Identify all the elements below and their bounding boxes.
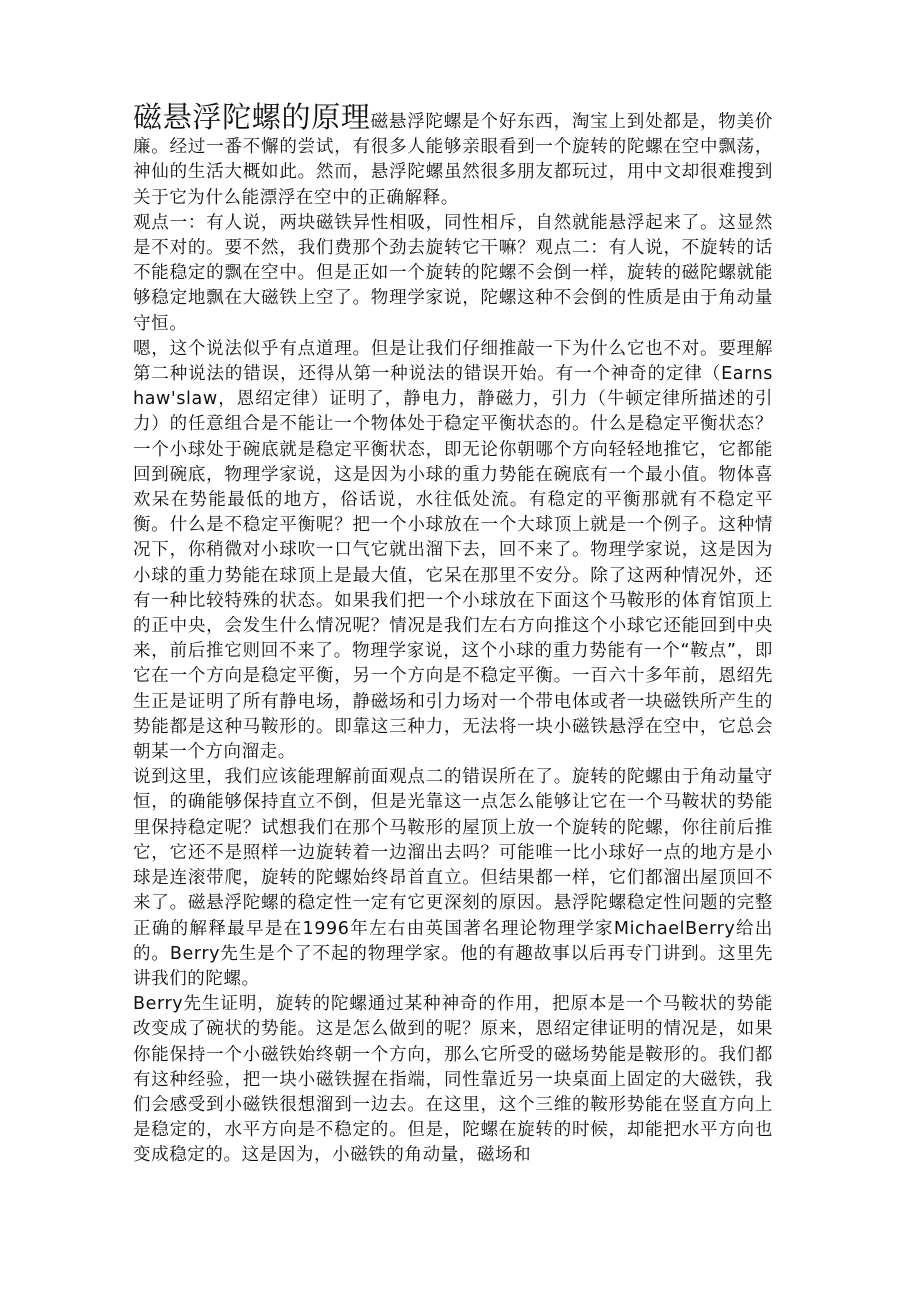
paragraph-4: 说到这里，我们应该能理解前面观点二的错误所在了。旋转的陀螺由于角动量守恒，的确能够保持直立不倒，但是光靠这一点怎么能够让它在一个马鞍状的势能里保持稳定呢？试想我们在那个马鞍形的屋顶上放一个旋转的陀螺，你往前后推它，它还不是照样一边旋转着一边溜出去吗？可能唯一比小球好一点的地方是小球是连滚带爬，旋转的陀螺始终昂首直立。但结果都一样，它们都溜出屋顶回不来了。磁悬浮陀螺的稳定性一定有它更深刻的原因。悬浮陀螺稳定性问题的完整正确的解释最早是在1996年左右由英国著名理论物理学家MichaelBerry给出的。Berry先生是个了不起的物理学家。他的有趣故事以后再专门讲到。这里先讲我们的陀螺。 bbox=[133, 767, 773, 989]
paragraph-2: 观点一：有人说，两块磁铁异性相吸，同性相斥，自然就能悬浮起来了。这显然是不对的。要不然，我们费那个劲去旋转它干嘛？观点二：有人说，不旋转的话不能稳定的飘在空中。但是正如一个旋转的陀螺不会倒一样，旋转的磁陀螺就能够稳定地飘在大磁铁上空了。物理学家说，陀螺这种不会倒的性质是由于角动量守恒。 bbox=[133, 212, 773, 334]
paragraph-5: Berry先生证明，旋转的陀螺通过某种神奇的作用，把原本是一个马鞍状的势能改变成了碗状的势能。这是怎么做到的呢？原来，恩绍定律证明的情况是，如果你能保持一个小磁铁始终朝一个方向，那么它所受的磁场势能是鞍形的。我们都有这种经验，把一块小磁铁握在指端，同性靠近另一块桌面上固定的大磁铁，我们会感受到小磁铁很想溜到一边去。在这里，这个三维的鞍形势能在竖直方向上是稳定的，水平方向是不稳定的。但是，陀螺在旋转的时候，却能把水平方向也变成稳定的。这是因为，小磁铁的角动量，磁场和 bbox=[133, 994, 773, 1166]
paragraph-1 bbox=[133, 102, 773, 211]
document-title: 磁悬浮陀螺的原理 bbox=[133, 100, 371, 134]
paragraph-1-text: 磁悬浮陀螺是个好东西，淘宝上到处都是，物美价廉。经过一番不懈的尝试，有很多人能够亲眼看到一个旋转的陀螺在空中飘荡，神仙的生活大概如此。然而，悬浮陀螺虽然很多朋友都玩过，用中文却很难搜到关于它为什么能漂浮在空中的正确解释。 bbox=[133, 112, 773, 208]
paragraph-3: 嗯，这个说法似乎有点道理。但是让我们仔细推敲一下为什么它也不对。要理解第二种说法的错误，还得从第一种说法的错误开始。有一个神奇的定律（Earnshaw'slaw，恩绍定律）证明了，静电力，静磁力，引力（牛顿定律所描述的引力）的任意组合是不能让一个物体处于稳定平衡状态的。什么是稳定平衡状态？一个小球处于碗底就是稳定平衡状态，即无论你朝哪个方向轻轻地推它，它都能回到碗底，物理学家说，这是因为小球的重力势能在碗底有一个最小值。物体喜欢呆在势能最低的地方，俗话说，水往低处流。有稳定的平衡那就有不稳定平衡。什么是不稳定平衡呢？把一个小球放在一个大球顶上就是一个例子。这种情况下，你稍微对小球吹一口气它就出溜下去，回不来了。物理学家说，这是因为小球的重力势能在球顶上是最大值，它呆在那里不安分。除了这两种情况外，还有一种比较特殊的状态。如果我们把一个小球放在下面这个马鞍形的体育馆顶上的正中央，会发生什么情况呢？情况是我们左右方向推这个小球它还能回到中央来，前后推它则回不来了。物理学家说，这个小球的重力势能有一个“鞍点”，即它在一个方向是稳定平衡，另一个方向是不稳定平衡。一百六十多年前，恩绍先生正是证明了所有静电场，静磁场和引力场对一个带电体或者一块磁铁所产生的势能都是这种马鞍形的。即靠这三种力，无法将一块小磁铁悬浮在空中，它总会朝某一个方向溜走。 bbox=[133, 338, 773, 763]
document-body bbox=[133, 102, 773, 1169]
